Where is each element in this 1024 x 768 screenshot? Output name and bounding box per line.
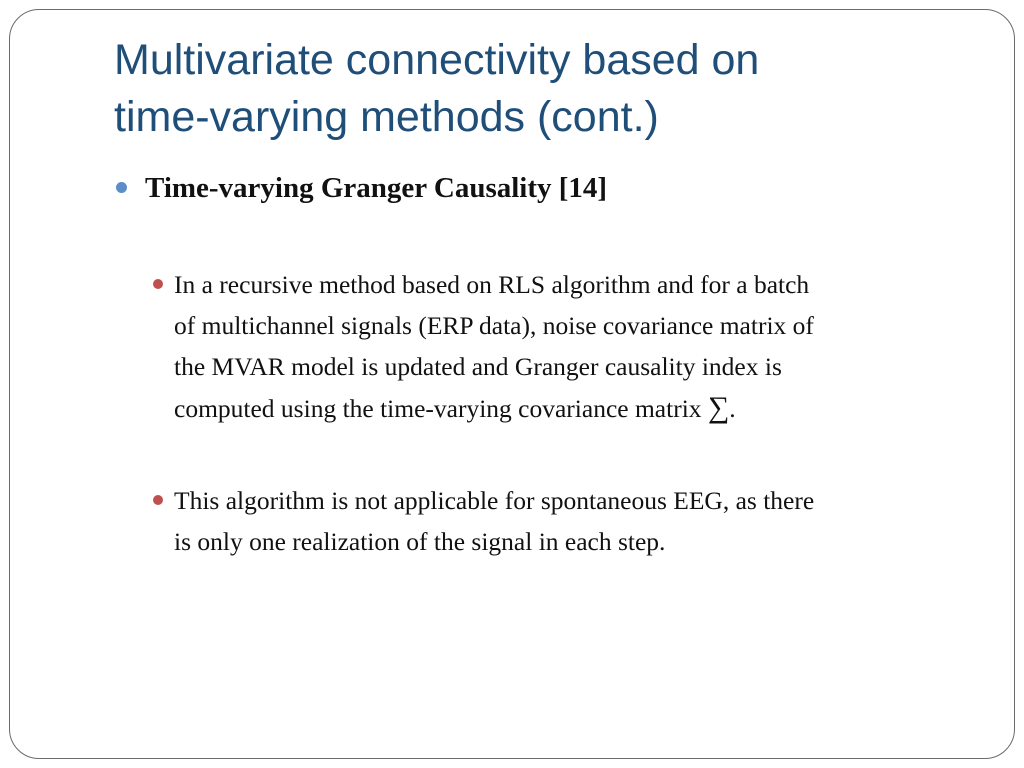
text-line: is only one realization of the signal in each step. xyxy=(174,527,666,556)
title-line-1: Multivariate connectivity based on xyxy=(114,36,760,84)
text-line-content: computed using the time-varying covariance matrix xyxy=(174,394,708,423)
text-line: In a recursive method based on RLS algorithm and for a batch xyxy=(174,270,810,299)
text-line: This algorithm is not applicable for spontaneous EEG, as there xyxy=(174,486,815,515)
title-line-2: time-varying methods (cont.) xyxy=(114,93,659,141)
sigma-symbol: ∑ xyxy=(707,391,730,424)
bullet-text xyxy=(174,480,944,562)
bullet-dot-icon xyxy=(116,182,127,193)
sentence-end: . xyxy=(729,394,736,423)
text-line: the MVAR model is updated and Granger causality index is xyxy=(174,352,782,381)
text-line: of multichannel signals (ERP data), noise covariance matrix of xyxy=(174,311,814,340)
text-line xyxy=(174,387,944,429)
bullet-heading: Time-varying Granger Causality [14] xyxy=(145,172,608,204)
bullet-dot-icon xyxy=(153,495,163,505)
bullet-text xyxy=(174,264,944,429)
bullet-dot-icon xyxy=(153,279,163,289)
slide-title xyxy=(114,32,914,146)
